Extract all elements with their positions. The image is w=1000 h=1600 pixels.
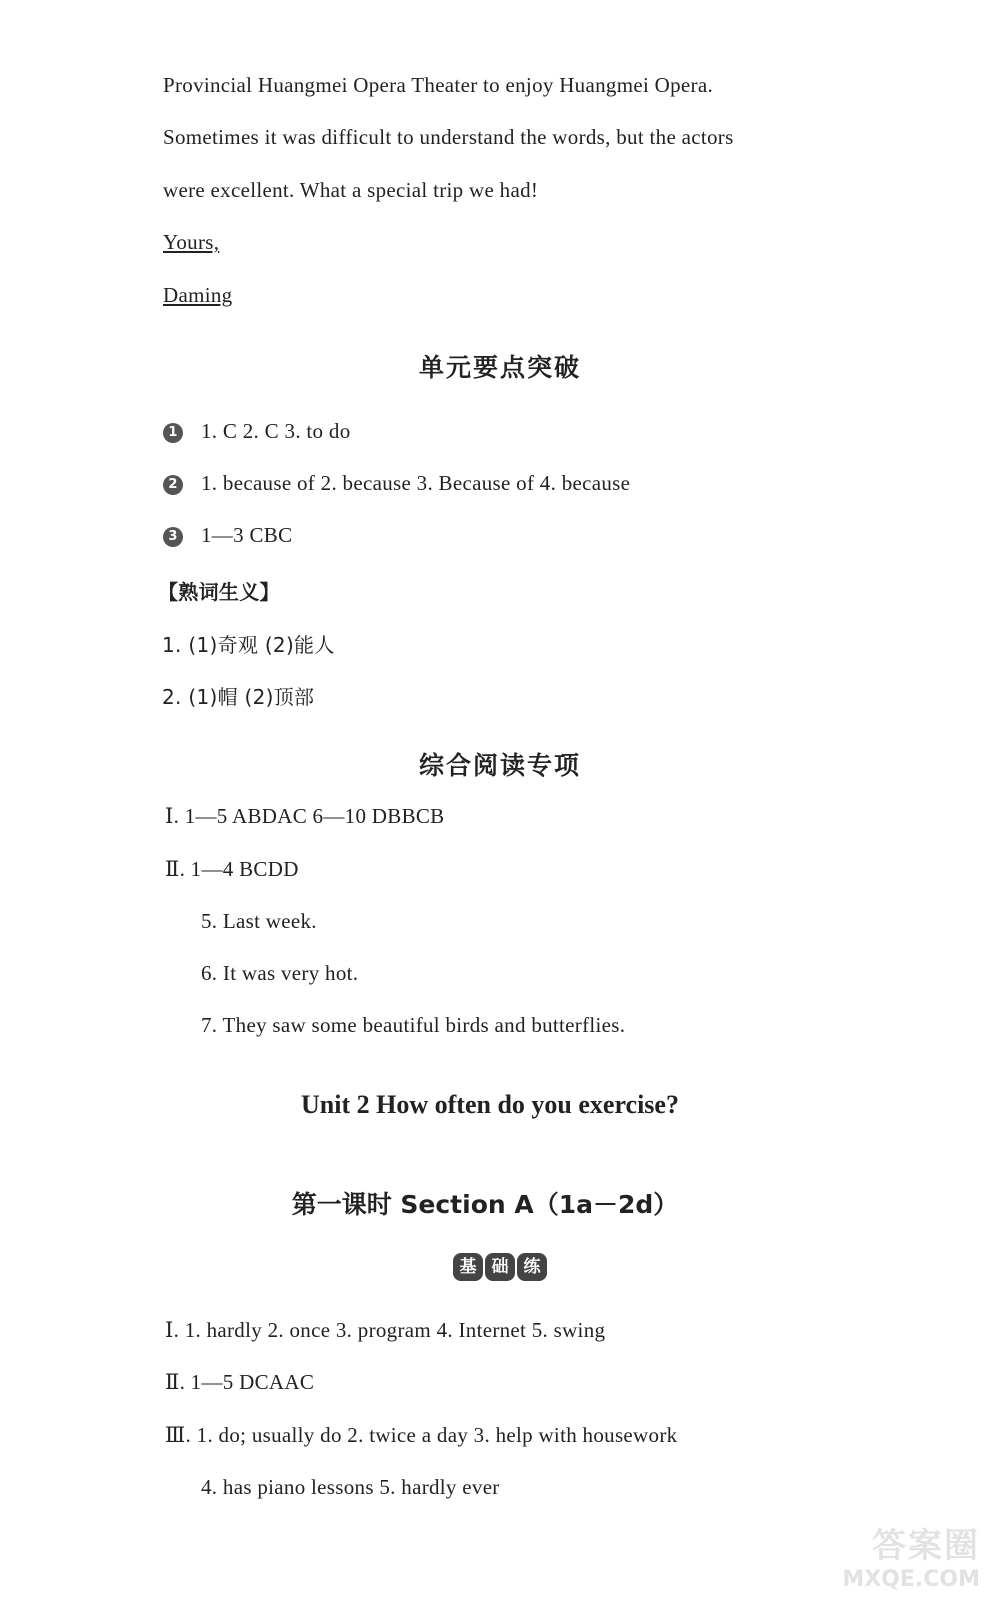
reading-row-4: 6. It was very hot. [201,961,359,985]
number-badge-1: 1 [163,423,183,443]
letter-line-2: Sometimes it was difficult to understand the words, but the actors [163,125,734,149]
unit-point-row-2 [163,471,630,496]
reading-row-3: 5. Last week. [201,909,317,933]
reading-heading: 综合阅读专项 [418,751,581,780]
letter-signature: Daming [163,283,233,307]
reading-row-1: Ⅰ. 1—5 ABDAC 6—10 DBBCB [165,804,445,828]
watermark-logo [810,1518,980,1592]
reading-row-5: 7. They saw some beautiful birds and butterflies. [201,1013,626,1037]
unit-points-heading: 单元要点突破 [418,353,581,382]
watermark-url: MXQE.COM [842,1567,980,1592]
familiar-item-1: 1. (1)奇观 (2)能人 [162,633,335,657]
unit2-row-3: Ⅲ. 1. do; usually do 2. twice a day 3. help with housework [165,1423,678,1447]
unit2-row-1: Ⅰ. 1. hardly 2. once 3. program 4. Internet 5. swing [165,1318,606,1342]
letter-line-3: were excellent. What a special trip we had! [163,178,539,202]
reading-row-2: Ⅱ. 1—4 BCDD [165,857,299,881]
unit2-heading: Unit 2 How often do you exercise? [301,1090,679,1119]
letter-closing: Yours, [163,230,220,254]
unit-point-row-3 [163,523,292,548]
unit-point-text-2: 1. because of 2. because 3. Because of 4. because [201,471,631,495]
unit-point-text-1: 1. C 2. C 3. to do [201,419,351,443]
watermark-text: 答案圈 [872,1526,980,1566]
section-heading: 第一课时 Section A（1a－2d） [291,1190,679,1219]
basic-pill-2: 础 [485,1253,515,1281]
unit2-row-4: 4. has piano lessons 5. hardly ever [201,1475,500,1499]
unit-point-text-3: 1—3 CBC [201,523,293,547]
unit-point-row-1 [163,419,351,444]
familiar-words-title: 【熟词生义】 [158,580,280,604]
number-badge-3: 3 [163,527,183,547]
basic-pill-3: 练 [517,1253,547,1281]
unit2-row-2: Ⅱ. 1—5 DCAAC [165,1370,315,1394]
basic-practice-label [0,1253,1000,1281]
familiar-item-2: 2. (1)帽 (2)顶部 [162,685,315,709]
number-badge-2: 2 [163,475,183,495]
letter-line-1: Provincial Huangmei Opera Theater to enjoy Huangmei Opera. [163,73,713,97]
basic-pill-1: 基 [453,1253,483,1281]
